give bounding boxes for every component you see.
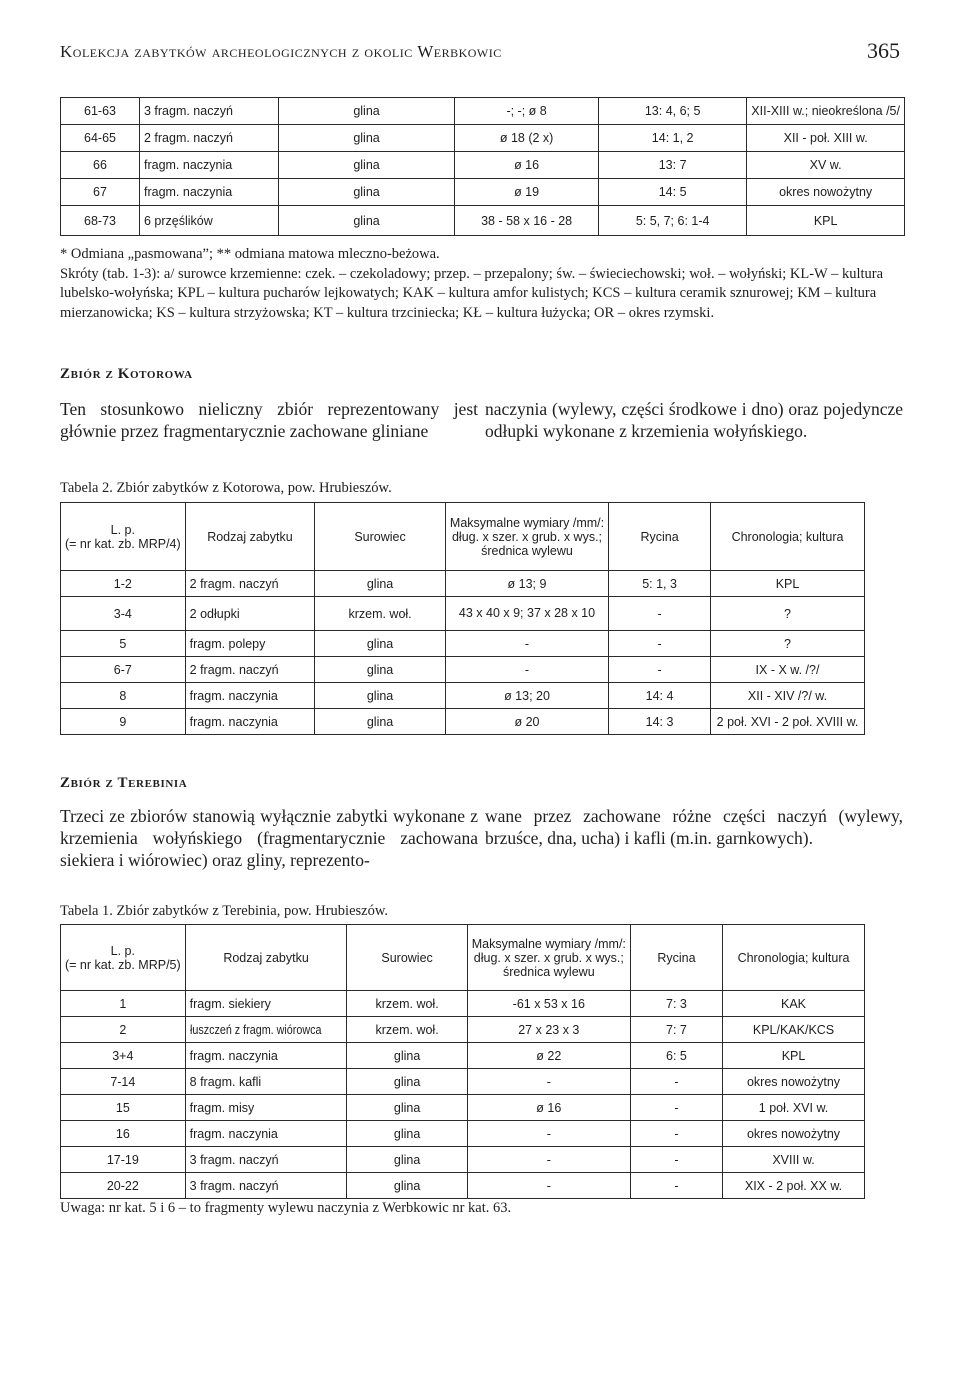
cell-lp: 66: [61, 152, 140, 179]
cell-chronology: XII - poł. XIII w.: [747, 125, 905, 152]
header-lp: L. p. (= nr kat. zb. MRP/4): [61, 503, 186, 571]
table-row: [61, 1095, 865, 1121]
cell-material: glina: [315, 657, 446, 683]
kotorow-text-right: naczynia (wylewy, części środkowe i dno) oraz pojedyncze odłupki wykonane z krzemienia wołyńskiego.: [485, 399, 903, 441]
header-figure: Rycina: [630, 925, 722, 991]
cell-material: glina: [315, 631, 446, 657]
cell-type: 8 fragm. kafli: [185, 1069, 347, 1095]
cell-dimensions: ø 13; 9: [445, 571, 608, 597]
continuation-table: [60, 97, 905, 236]
kotorow-table: [60, 502, 865, 735]
table-row: [61, 152, 905, 179]
cell-material: glina: [347, 1147, 467, 1173]
cell-dimensions: ø 19: [455, 179, 599, 206]
cell-lp: 1: [61, 991, 186, 1017]
cell-figure: 14: 3: [609, 709, 711, 735]
cell-lp: 15: [61, 1095, 186, 1121]
table-row: [61, 571, 865, 597]
cell-chronology: KPL/KAK/KCS: [723, 1017, 865, 1043]
cell-figure: 14: 5: [599, 179, 747, 206]
terebinia-text-right: wane przez zachowane różne części naczyń (wylewy, brzuśce, dna, ucha) i kafli (m.in. garnkowych).: [485, 806, 903, 848]
cell-dimensions: ø 16: [467, 1095, 630, 1121]
table-header-row: [61, 925, 865, 991]
cell-dimensions: -61 x 53 x 16: [467, 991, 630, 1017]
cell-type: fragm. naczynia: [185, 1043, 347, 1069]
table-row: [61, 631, 865, 657]
cell-chronology: XV w.: [747, 152, 905, 179]
cell-lp: 61-63: [61, 98, 140, 125]
kotorow-text-left: Ten stosunkowo nieliczny zbiór reprezentowany jest głównie przez fragmentarycznie zachowane gliniane: [60, 399, 478, 441]
terebinia-table: [60, 924, 865, 1199]
cell-type: łuszczeń z fragm. wiórowca: [185, 1017, 347, 1043]
cell-material: glina: [278, 206, 454, 236]
cell-lp: 20-22: [61, 1173, 186, 1199]
terebinia-footnote: Uwaga: nr kat. 5 i 6 – to fragmenty wylewu naczynia z Werbkowic nr kat. 63.: [60, 1200, 512, 1216]
cell-figure: -: [630, 1173, 722, 1199]
cell-figure: 7: 7: [630, 1017, 722, 1043]
header-material: Surowiec: [347, 925, 467, 991]
table-row: [61, 1147, 865, 1173]
cell-lp: 3-4: [61, 597, 186, 631]
header-figure: Rycina: [609, 503, 711, 571]
cell-lp: 2: [61, 1017, 186, 1043]
cell-figure: -: [609, 597, 711, 631]
cell-type: 3 fragm. naczyń: [185, 1173, 347, 1199]
cell-figure: 5: 5, 7; 6: 1-4: [599, 206, 747, 236]
table-row: [61, 179, 905, 206]
cell-dimensions: ø 16: [455, 152, 599, 179]
header-type: Rodzaj zabytku: [185, 925, 347, 991]
kotorow-table-caption: Tabela 2. Zbiór zabytków z Kotorowa, pow. Hrubieszów.: [60, 480, 392, 496]
cell-material: glina: [347, 1043, 467, 1069]
cell-type: fragm. naczynia: [185, 1121, 347, 1147]
cell-material: krzem. woł.: [347, 1017, 467, 1043]
cell-dimensions: 43 x 40 x 9; 37 x 28 x 10: [445, 597, 608, 631]
table-row: [61, 683, 865, 709]
cell-dimensions: ø 20: [445, 709, 608, 735]
cell-material: glina: [278, 98, 454, 125]
cell-dimensions: ø 13; 20: [445, 683, 608, 709]
cell-material: glina: [315, 571, 446, 597]
section-heading-kotorow: Zbiór z Kotorowa: [60, 366, 193, 382]
cell-chronology: okres nowożytny: [723, 1069, 865, 1095]
cell-type: fragm. misy: [185, 1095, 347, 1121]
cell-chronology: XIX - 2 poł. XX w.: [723, 1173, 865, 1199]
cell-dimensions: ø 22: [467, 1043, 630, 1069]
cell-material: glina: [347, 1121, 467, 1147]
cell-material: krzem. woł.: [315, 597, 446, 631]
table-row: [61, 1173, 865, 1199]
cell-figure: -: [630, 1147, 722, 1173]
cell-type: fragm. naczynia: [185, 709, 315, 735]
cell-chronology: 1 poł. XVI w.: [723, 1095, 865, 1121]
cell-chronology: KPL: [711, 571, 865, 597]
cell-material: krzem. woł.: [347, 991, 467, 1017]
cell-dimensions: -; -; ø 8: [455, 98, 599, 125]
cell-dimensions: ø 18 (2 x): [455, 125, 599, 152]
cell-type: 3 fragm. naczyń: [185, 1147, 347, 1173]
running-title: Kolekcja zabytków archeologicznych z okolic Werbkowic: [60, 42, 502, 61]
table-notes: [60, 245, 905, 323]
cell-material: glina: [347, 1069, 467, 1095]
variant-note: * Odmiana „pasmowana”; ** odmiana matowa mleczno-beżowa.: [60, 246, 440, 262]
cell-lp: 17-19: [61, 1147, 186, 1173]
cell-chronology: XII-XIII w.; nieokreślona /5/: [747, 98, 905, 125]
cell-type: 2 fragm. naczyń: [185, 571, 315, 597]
table-row: [61, 125, 905, 152]
cell-chronology: okres nowożytny: [723, 1121, 865, 1147]
section-heading-terebinia: Zbiór z Terebinia: [60, 775, 188, 791]
header-chronology: Chronologia; kultura: [723, 925, 865, 991]
abbreviations-note: Skróty (tab. 1-3): a/ surowce krzemienne: czek. – czekoladowy; przep. – przepalony; św. – świeciechowski; woł. – wołyński; KL-W – kultura lubelsko-wołyńska; KPL – kultura pucharów lejkowatych; KAK – kultura amfor kulistych; KCS – kultura ceramik sznurowej; KM – kultura mierzanowicka; KS – kultura strzyżowska; KT – kultura trzciniecka; KŁ – kultura łużycka; OR – okres rzymski.: [60, 265, 884, 321]
header-lp: L. p. (= nr kat. zb. MRP/5): [61, 925, 186, 991]
cell-dimensions: 27 x 23 x 3: [467, 1017, 630, 1043]
cell-figure: 14: 1, 2: [599, 125, 747, 152]
terebinia-text-left: Trzeci ze zbiorów stanowią wyłącznie zabytki wykonane z krzemienia wołyńskiego (fragmentarycznie zachowana siekiera i wiórowiec) oraz gliny, reprezento-: [60, 806, 478, 870]
cell-material: glina: [315, 683, 446, 709]
cell-lp: 16: [61, 1121, 186, 1147]
cell-chronology: okres nowożytny: [747, 179, 905, 206]
cell-dimensions: -: [467, 1069, 630, 1095]
cell-figure: 13: 7: [599, 152, 747, 179]
cell-type: fragm. naczynia: [139, 152, 278, 179]
running-header: [60, 38, 900, 68]
cell-figure: 5: 1, 3: [609, 571, 711, 597]
cell-type: fragm. siekiery: [185, 991, 347, 1017]
cell-chronology: ?: [711, 631, 865, 657]
cell-type: 3 fragm. naczyń: [139, 98, 278, 125]
header-material: Surowiec: [315, 503, 446, 571]
cell-chronology: KAK: [723, 991, 865, 1017]
cell-type: 2 fragm. naczyń: [139, 125, 278, 152]
table-row: [61, 657, 865, 683]
cell-figure: -: [609, 657, 711, 683]
page-number: 365: [867, 38, 900, 63]
cell-chronology: XII - XIV /?/ w.: [711, 683, 865, 709]
cell-dimensions: -: [467, 1121, 630, 1147]
cell-lp: 64-65: [61, 125, 140, 152]
cell-dimensions: -: [467, 1173, 630, 1199]
cell-lp: 8: [61, 683, 186, 709]
cell-lp: 6-7: [61, 657, 186, 683]
cell-figure: 14: 4: [609, 683, 711, 709]
cell-material: glina: [278, 179, 454, 206]
cell-lp: 3+4: [61, 1043, 186, 1069]
cell-type: 2 fragm. naczyń: [185, 657, 315, 683]
cell-figure: -: [630, 1121, 722, 1147]
cell-chronology: KPL: [723, 1043, 865, 1069]
table-row: [61, 98, 905, 125]
cell-chronology: IX - X w. /?/: [711, 657, 865, 683]
table-row: [61, 206, 905, 236]
cell-material: glina: [347, 1173, 467, 1199]
cell-chronology: 2 poł. XVI - 2 poł. XVIII w.: [711, 709, 865, 735]
cell-lp: 68-73: [61, 206, 140, 236]
table-row: [61, 709, 865, 735]
cell-lp: 7-14: [61, 1069, 186, 1095]
cell-lp: 9: [61, 709, 186, 735]
cell-material: glina: [347, 1095, 467, 1121]
terebinia-table-caption: Tabela 1. Zbiór zabytków z Terebinia, pow. Hrubieszów.: [60, 903, 389, 919]
table-row: [61, 1069, 865, 1095]
cell-type: fragm. naczynia: [139, 179, 278, 206]
cell-type: 2 odłupki: [185, 597, 315, 631]
cell-figure: 7: 3: [630, 991, 722, 1017]
table-row: [61, 597, 865, 631]
cell-figure: 6: 5: [630, 1043, 722, 1069]
table-row: [61, 1017, 865, 1043]
cell-dimensions: -: [467, 1147, 630, 1173]
cell-lp: 1-2: [61, 571, 186, 597]
cell-type: 6 przęślików: [139, 206, 278, 236]
table-header-row: [61, 503, 865, 571]
header-dimensions: Maksymalne wymiary /mm/: dług. x szer. x grub. x wys.; średnica wylewu: [445, 503, 608, 571]
cell-chronology: XVIII w.: [723, 1147, 865, 1173]
table-row: [61, 1043, 865, 1069]
cell-figure: -: [609, 631, 711, 657]
header-dimensions: Maksymalne wymiary /mm/: dług. x szer. x grub. x wys.; średnica wylewu: [467, 925, 630, 991]
cell-chronology: ?: [711, 597, 865, 631]
header-chronology: Chronologia; kultura: [711, 503, 865, 571]
header-type: Rodzaj zabytku: [185, 503, 315, 571]
cell-lp: 5: [61, 631, 186, 657]
cell-dimensions: -: [445, 631, 608, 657]
cell-figure: 13: 4, 6; 5: [599, 98, 747, 125]
cell-material: glina: [278, 125, 454, 152]
cell-type: fragm. polepy: [185, 631, 315, 657]
table-row: [61, 1121, 865, 1147]
cell-lp: 67: [61, 179, 140, 206]
cell-material: glina: [278, 152, 454, 179]
cell-dimensions: -: [445, 657, 608, 683]
cell-material: glina: [315, 709, 446, 735]
cell-figure: -: [630, 1095, 722, 1121]
cell-dimensions: 38 - 58 x 16 - 28: [455, 206, 599, 236]
cell-type: fragm. naczynia: [185, 683, 315, 709]
cell-figure: -: [630, 1069, 722, 1095]
cell-chronology: KPL: [747, 206, 905, 236]
table-row: [61, 991, 865, 1017]
